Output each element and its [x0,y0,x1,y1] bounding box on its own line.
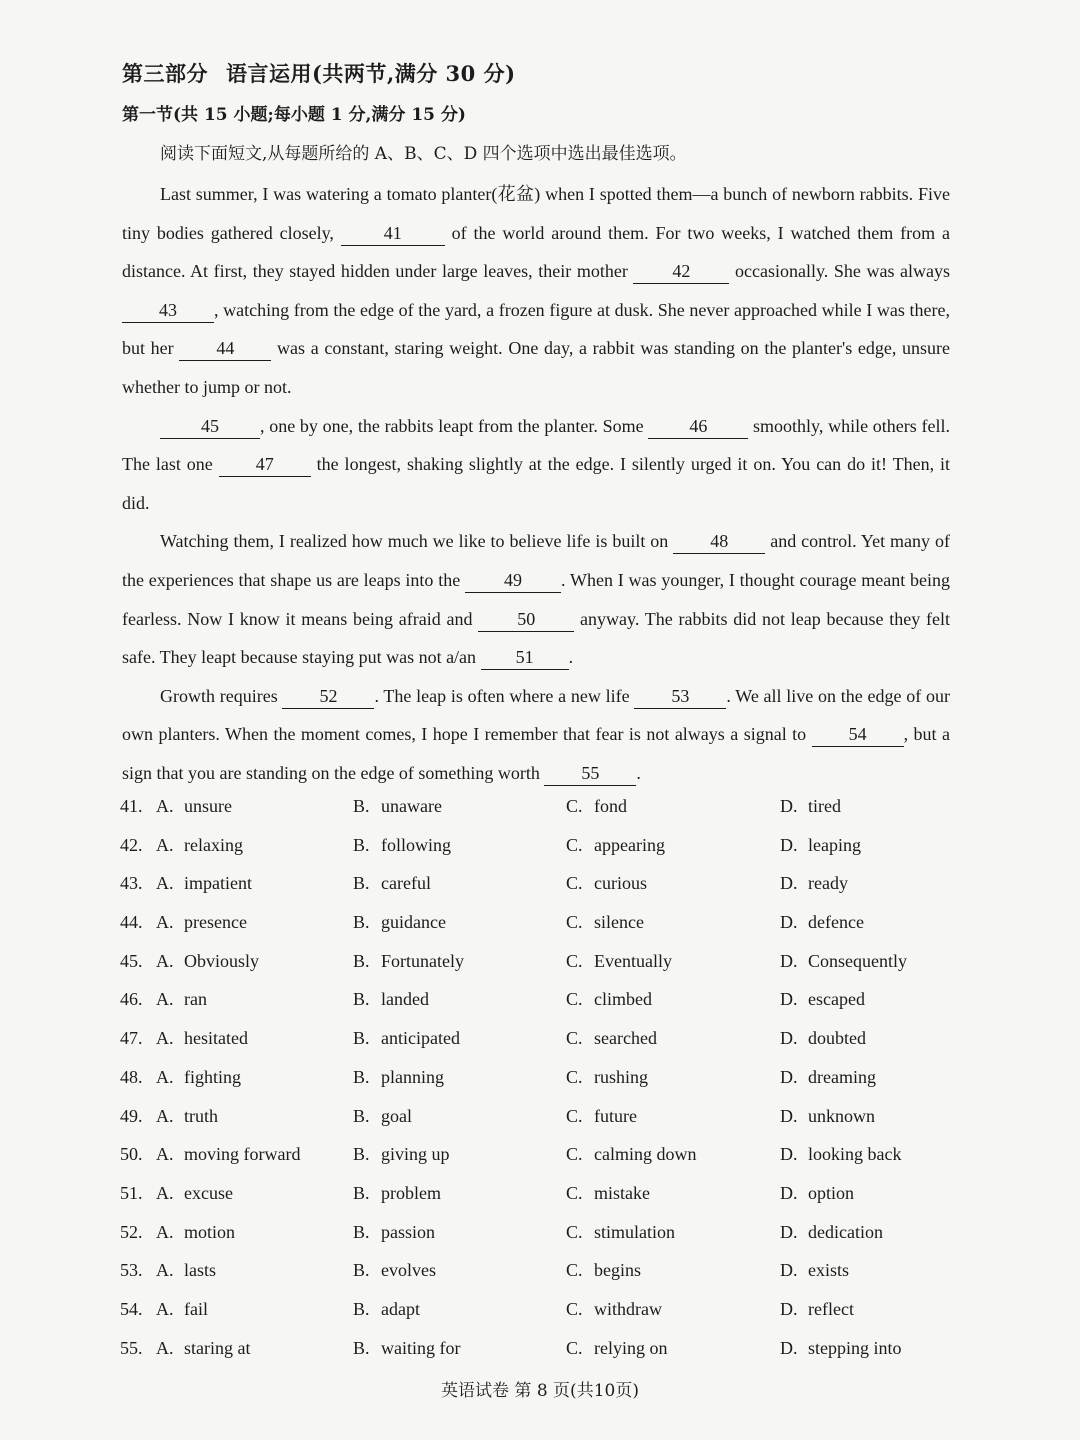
option-text: future [594,1105,637,1126]
option-text: unknown [808,1105,875,1126]
blank-45: 45 [160,414,260,439]
option-letter: A. [156,989,174,1010]
question-number: 47. [120,1028,143,1049]
blank-41: 41 [341,221,445,246]
option-letter: A. [156,1028,174,1049]
option-letter: D. [780,834,798,855]
option-text: silence [594,912,644,933]
option-c [566,1028,657,1049]
paragraph-1 [122,175,950,407]
option-d [780,1299,854,1320]
option-c [566,989,652,1010]
option-letter: C. [566,950,583,971]
question-number: 55. [120,1337,143,1358]
option-letter: A. [156,834,174,855]
blank-52: 52 [282,684,374,709]
option-letter: A. [156,912,174,933]
option-text: reflect [808,1298,854,1319]
option-c [566,1106,637,1127]
option-letter: A. [156,1298,174,1319]
option-text: unsure [184,796,232,816]
option-letter: A. [156,796,174,816]
paragraph-4 [122,677,950,793]
option-row [120,1098,960,1137]
passage-text: . [568,647,574,668]
option-letter: D. [780,1144,798,1165]
option-text: stimulation [594,1221,675,1242]
option-text: planning [381,1066,444,1087]
option-b [353,1183,441,1204]
question-number: 41. [120,796,143,816]
option-text: searched [594,1028,657,1049]
option-text: relaxing [184,834,243,855]
option-letter: A. [156,1260,174,1281]
option-a [156,1222,235,1243]
option-letter: C. [566,1260,583,1281]
option-b [353,951,464,972]
option-letter: B. [353,873,370,894]
option-c [566,1144,696,1165]
option-b [353,1260,436,1281]
question-number: 50. [120,1144,143,1165]
blank-50: 50 [478,607,574,632]
passage-text: anyway. The rabbits did not leap because they felt safe. They leapt because staying put was not a/an [122,608,950,668]
option-row [120,1136,960,1175]
option-text: tired [808,796,841,816]
option-letter: D. [780,1066,798,1087]
option-letter: D. [780,950,798,971]
passage-text: and control. Yet many of the experiences that shape us are leaps into the [122,531,950,590]
option-a [156,796,232,817]
option-c [566,1222,675,1243]
passage-text: . [636,762,641,783]
option-letter: A. [156,1221,174,1242]
option-letter: B. [353,912,370,933]
option-letter: C. [566,989,583,1010]
instructions: 阅读下面短文,从每题所给的 A、B、C、D 四个选项中选出最佳选项。 [160,144,687,164]
blank-48: 48 [673,529,765,554]
option-letter: A. [156,1337,174,1358]
option-text: fighting [184,1066,241,1087]
option-letter: B. [353,1337,370,1358]
option-text: passion [381,1221,435,1242]
option-text: lasts [184,1260,217,1281]
option-b [353,989,429,1010]
option-letter: C. [566,1144,583,1165]
option-text: Obviously [184,950,260,971]
passage-text: was a constant, staring weight. One day, a rabbit was standing on the planter's edge, unsure whether to jump or not. [122,338,951,397]
option-a [156,989,207,1010]
passage-text: of the world around them. For two weeks, I watched them from a distance. At first, they stayed hidden under large leaves, their mother [122,222,951,282]
blank-51: 51 [481,645,569,670]
blank-49: 49 [465,568,561,593]
option-letter: C. [566,1028,583,1049]
option-d [780,951,907,972]
option-d [780,1260,849,1281]
option-a [156,1299,208,1320]
part-title-label: 第三部分 [122,61,208,86]
blank-44: 44 [179,336,271,361]
option-letter: B. [353,834,370,855]
passage-text: , but a sign that you are standing on the edge of something worth [122,724,951,783]
option-letter: C. [566,1105,583,1126]
option-c [566,1067,648,1088]
option-b [353,1222,435,1243]
section-title: 第一节(共 15 小题;每小题 1 分,满分 15 分) [122,105,466,125]
question-number: 44. [120,912,143,933]
option-row [120,904,960,943]
option-text: rushing [594,1066,648,1087]
option-letter: D. [780,1182,798,1203]
option-text: giving up [381,1144,450,1165]
option-text: fail [184,1298,208,1319]
option-letter: C. [566,873,583,894]
option-b [353,796,442,817]
option-b [353,1144,450,1165]
option-text: excuse [184,1182,233,1203]
option-letter: C. [566,834,583,855]
option-d [780,1183,854,1204]
option-letter: A. [156,1105,174,1126]
blank-47: 47 [219,452,311,477]
blank-46: 46 [648,414,748,439]
option-text: looking back [808,1144,902,1165]
option-text: landed [381,989,429,1010]
option-text: truth [184,1105,218,1126]
option-text: leaping [808,834,861,855]
option-c [566,951,672,972]
blank-54: 54 [812,722,904,747]
option-letter: D. [780,1105,798,1126]
option-letter: B. [353,1182,370,1203]
option-a [156,1028,248,1049]
option-letter: C. [566,912,583,933]
question-number: 51. [120,1182,143,1203]
option-b [353,1028,460,1049]
option-c [566,873,647,894]
option-text: dreaming [808,1066,876,1087]
option-text: unaware [381,796,442,816]
option-text: impatient [184,873,252,894]
option-text: option [808,1182,855,1203]
passage-text: Last summer, I was watering a tomato planter(花盆) when I spotted them—a bunch of newborn rabbits. Five tiny bodies gathered closely, [122,184,950,243]
option-text: appearing [594,834,665,855]
option-d [780,1106,875,1127]
option-letter: C. [566,1066,583,1087]
option-letter: A. [156,950,174,971]
paragraph-3 [122,522,950,676]
option-a [156,1144,300,1165]
option-b [353,873,431,894]
option-d [780,1338,902,1359]
question-number: 42. [120,834,143,855]
question-number: 54. [120,1298,143,1319]
passage-text: Growth requires [160,685,278,706]
option-row [120,981,960,1020]
paragraph-2 [122,407,950,523]
option-text: Consequently [808,950,907,971]
blank-53: 53 [634,684,726,709]
option-text: mistake [594,1182,650,1203]
option-letter: C. [566,796,583,816]
part-title-text: 语言运用(共两节,满分 30 分) [226,61,516,86]
option-text: staring at [184,1337,251,1358]
passage-text: occasionally. She was always [735,261,951,282]
passage-text: . The leap is often where a new life [374,685,630,706]
option-a [156,873,252,894]
option-letter: B. [353,1260,370,1281]
option-text: escaped [808,989,865,1010]
option-a [156,1067,241,1088]
option-c [566,912,644,933]
option-text: motion [184,1221,236,1242]
option-d [780,1222,883,1243]
option-row [120,827,960,866]
option-letter: B. [353,950,370,971]
option-b [353,1338,460,1359]
option-text: curious [594,873,647,894]
option-letter: C. [566,1298,583,1319]
option-text: defence [808,912,864,933]
question-number: 53. [120,1260,143,1281]
option-text: exists [808,1260,850,1281]
option-text: fond [594,796,627,816]
option-text: goal [381,1105,412,1126]
option-d [780,873,848,894]
option-text: waiting for [381,1337,461,1358]
passage-text: the longest, shaking slightly at the edge. I silently urged it on. You can do it! Then, it did. [122,454,950,513]
option-letter: D. [780,1298,798,1319]
option-row [120,1214,960,1253]
option-text: guidance [381,912,446,933]
option-row [120,865,960,904]
answer-options [120,788,960,1368]
option-d [780,796,841,817]
option-b [353,835,451,856]
option-text: dedication [808,1221,883,1242]
option-row [120,1330,960,1369]
page-footer: 英语试卷 第 8 页(共10页) [441,1381,639,1401]
passage-text: . We all live on the edge of our own planters. When the moment comes, I hope I remember that fear is not always a signal to [122,685,951,745]
option-text: moving forward [184,1144,301,1165]
option-d [780,1028,866,1049]
option-a [156,1260,216,1281]
option-text: stepping into [808,1337,902,1358]
option-text: adapt [381,1298,420,1319]
option-letter: A. [156,1182,174,1203]
question-number: 45. [120,950,143,971]
option-b [353,1106,412,1127]
option-text: doubted [808,1028,866,1049]
cloze-passage [122,175,950,793]
option-c [566,1260,641,1281]
option-text: ready [808,873,848,894]
option-letter: B. [353,1144,370,1165]
option-letter: B. [353,1066,370,1087]
option-letter: A. [156,873,174,894]
option-row [120,1291,960,1330]
option-a [156,1183,233,1204]
passage-text: , watching from the edge of the yard, a frozen figure at dusk. She never approached while I was there, but her [122,299,950,359]
blank-43: 43 [122,298,214,323]
question-number: 43. [120,873,143,894]
part-title [122,58,516,88]
option-text: calming down [594,1144,697,1165]
option-letter: C. [566,1337,583,1358]
option-row [120,1252,960,1291]
passage-text: . When I was younger, I thought courage meant being fearless. Now I know it means being afraid and [122,569,950,629]
option-text: following [381,834,451,855]
option-b [353,912,446,933]
option-letter: B. [353,989,370,1010]
option-text: withdraw [594,1298,662,1319]
option-a [156,1338,250,1359]
option-letter: B. [353,1221,370,1242]
option-c [566,1338,668,1359]
question-number: 52. [120,1221,143,1242]
blank-55: 55 [544,761,636,786]
option-letter: D. [780,989,798,1010]
passage-text: smoothly, while others fell. The last one [122,415,950,475]
option-letter: A. [156,1144,174,1165]
option-letter: D. [780,1221,798,1242]
option-text: Fortunately [381,950,464,971]
question-number: 46. [120,989,143,1010]
option-b [353,1299,420,1320]
option-letter: B. [353,796,370,816]
option-c [566,835,665,856]
option-d [780,835,861,856]
option-text: anticipated [381,1028,460,1049]
option-letter: B. [353,1028,370,1049]
option-letter: C. [566,1182,583,1203]
option-text: problem [381,1182,441,1203]
option-text: climbed [594,989,652,1010]
option-letter: D. [780,1337,798,1358]
option-row [120,788,960,827]
option-row [120,1175,960,1214]
option-letter: D. [780,912,798,933]
option-d [780,1067,876,1088]
option-text: Eventually [594,950,672,971]
option-text: begins [594,1260,641,1281]
question-number: 48. [120,1066,143,1087]
passage-text: , one by one, the rabbits leapt from the planter. Some [260,415,644,436]
option-d [780,989,865,1010]
option-letter: C. [566,1221,583,1242]
option-a [156,912,247,933]
option-row [120,1059,960,1098]
option-row [120,1020,960,1059]
option-text: relying on [594,1337,668,1358]
option-letter: B. [353,1298,370,1319]
option-text: ran [184,989,207,1010]
option-row [120,943,960,982]
option-d [780,1144,901,1165]
option-letter: D. [780,796,798,816]
option-d [780,912,864,933]
passage-text: Watching them, I realized how much we like to believe life is built on [160,531,669,552]
question-number: 49. [120,1105,143,1126]
option-letter: A. [156,1066,174,1087]
option-c [566,796,627,817]
option-a [156,835,243,856]
option-c [566,1299,662,1320]
option-a [156,951,259,972]
option-letter: D. [780,873,798,894]
option-letter: B. [353,1105,370,1126]
option-text: evolves [381,1260,436,1281]
option-letter: D. [780,1260,798,1281]
option-text: presence [184,912,247,933]
option-b [353,1067,444,1088]
option-c [566,1183,650,1204]
option-a [156,1106,218,1127]
blank-42: 42 [633,259,729,284]
option-text: careful [381,873,431,894]
option-text: hesitated [184,1028,248,1049]
option-letter: D. [780,1028,798,1049]
